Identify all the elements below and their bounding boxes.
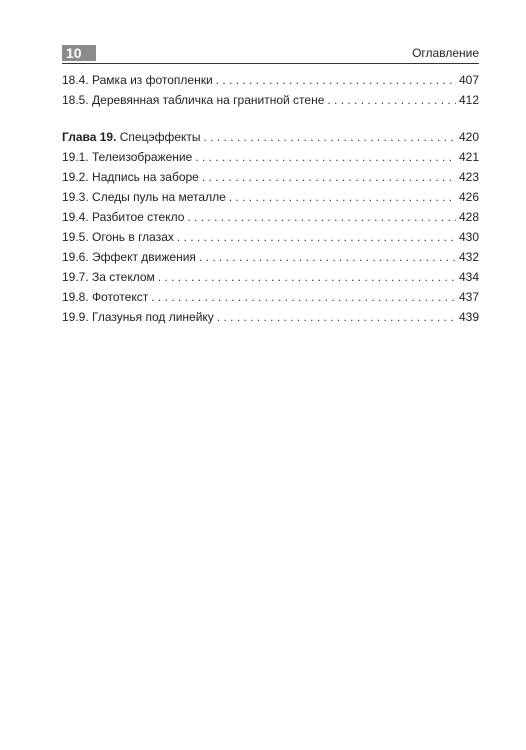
toc-entry[interactable]	[62, 167, 479, 187]
toc-entry-title: 19.3. Следы пуль на металле	[62, 190, 226, 204]
toc-entry-title: 19.6. Эффект движения	[62, 250, 196, 264]
toc-entry[interactable]	[62, 227, 479, 247]
toc-entry[interactable]	[62, 187, 479, 207]
toc-entry-page: 412	[458, 93, 479, 107]
toc-entry-page: 437	[458, 290, 479, 304]
toc-entry-page: 439	[458, 310, 479, 324]
dot-leader	[158, 267, 456, 287]
section-gap	[62, 110, 479, 127]
toc-entry[interactable]	[62, 247, 479, 267]
toc-entry-title: 19.8. Фототекст	[62, 290, 149, 304]
toc-entry-page: 434	[458, 270, 479, 284]
dot-leader	[151, 287, 456, 307]
dot-leader	[229, 187, 456, 207]
table-of-contents	[62, 70, 479, 327]
page-header	[62, 44, 479, 64]
dot-leader	[187, 207, 456, 227]
toc-entry-page: 407	[458, 73, 479, 87]
dot-leader	[217, 307, 456, 327]
toc-entry[interactable]	[62, 307, 479, 327]
dot-leader	[327, 90, 456, 110]
dot-leader	[204, 127, 456, 147]
chapter-name: Спецэффекты	[116, 130, 201, 144]
toc-entry-page: 426	[458, 190, 479, 204]
dot-leader	[216, 70, 456, 90]
toc-entry-page: 421	[458, 150, 479, 164]
toc-entry[interactable]	[62, 287, 479, 307]
toc-entry-title: 18.5. Деревянная табличка на гранитной стене	[62, 93, 325, 107]
dot-leader	[199, 247, 456, 267]
toc-entry-title: 19.7. За стеклом	[62, 270, 155, 284]
toc-entry-title: 18.4. Рамка из фотопленки	[62, 73, 213, 87]
toc-entry[interactable]	[62, 70, 479, 90]
toc-entry-title: 19.9. Глазунья под линейку	[62, 310, 214, 324]
toc-entry-title: 19.5. Огонь в глазах	[62, 230, 174, 244]
dot-leader	[202, 167, 456, 187]
toc-entry-page: 430	[458, 230, 479, 244]
toc-entry[interactable]	[62, 147, 479, 167]
dot-leader	[177, 227, 456, 247]
dot-leader	[195, 147, 456, 167]
toc-entry-page: 423	[458, 170, 479, 184]
toc-entry-page: 432	[458, 250, 479, 264]
toc-entry-title: 19.1. Телеизображение	[62, 150, 193, 164]
chapter-title	[62, 127, 201, 147]
toc-chapter-entry[interactable]	[62, 127, 479, 147]
toc-entry-title: 19.4. Разбитое стекло	[62, 210, 185, 224]
toc-entry-title: 19.2. Надпись на заборе	[62, 170, 199, 184]
toc-entry-page: 428	[458, 210, 479, 224]
toc-entry[interactable]	[62, 267, 479, 287]
running-title: Оглавление	[412, 46, 479, 60]
chapter-page: 420	[458, 130, 479, 144]
chapter-number: Глава 19.	[62, 130, 117, 144]
toc-entry[interactable]	[62, 90, 479, 110]
page-number: 10	[62, 45, 96, 61]
toc-entry[interactable]	[62, 207, 479, 227]
